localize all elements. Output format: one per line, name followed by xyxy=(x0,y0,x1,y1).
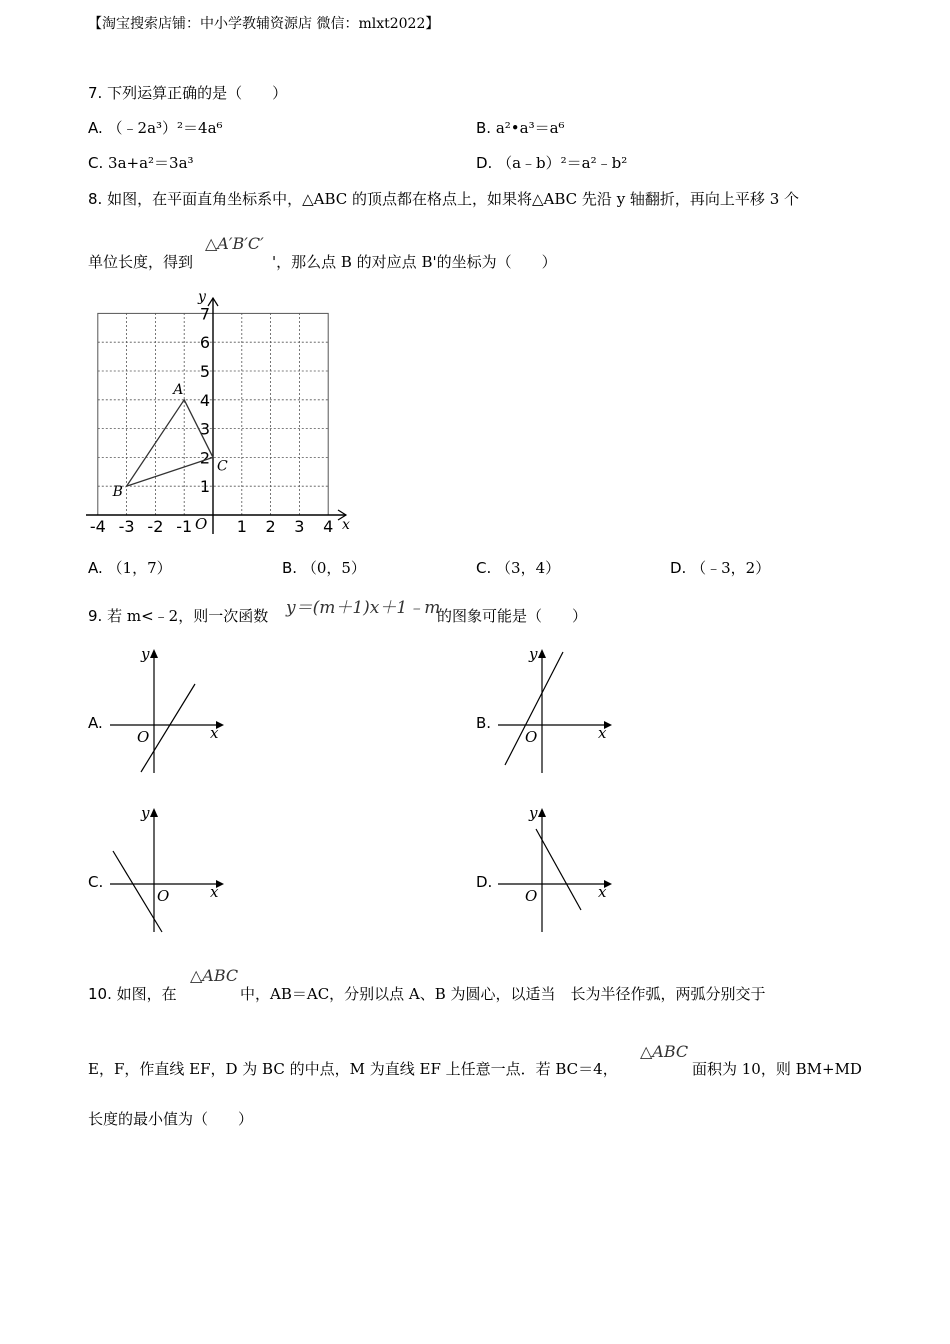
y-tick-label: 4 xyxy=(199,390,210,410)
function-line xyxy=(536,829,581,910)
y-tick-label: 6 xyxy=(199,333,210,353)
option-label: A. xyxy=(88,559,103,577)
triangle-abc-formula-2: △ABC xyxy=(640,1042,689,1061)
question-7 xyxy=(88,82,287,103)
q9-graph-d xyxy=(492,799,622,939)
origin-label: O xyxy=(195,515,208,533)
y-tick-label: 2 xyxy=(199,448,210,468)
question-stem-line1: 如图，在平面直角坐标系中，△ABC 的顶点都在格点上，如果将△ABC 先沿 y 轴翻折，再向上平移 3 个 xyxy=(107,190,800,208)
q8-line2 xyxy=(88,251,193,272)
q7-option-b xyxy=(476,117,565,138)
question-number: 7. xyxy=(88,84,103,102)
option-text: a²•a³＝a⁶ xyxy=(495,119,565,137)
x-tick-label: 2 xyxy=(265,517,276,536)
triangle-outline xyxy=(127,400,213,486)
q7-option-c xyxy=(88,152,194,173)
question-8 xyxy=(88,188,799,209)
q8-coordinate-figure xyxy=(84,284,359,540)
x-tick-label: 4 xyxy=(323,517,334,536)
option-text: （3，4） xyxy=(496,559,561,577)
x-tick-label: -2 xyxy=(147,517,164,536)
y-arrow xyxy=(150,649,158,658)
x-tick-label: -4 xyxy=(89,517,106,536)
vertex-label-a: A xyxy=(173,381,184,398)
y-axis-label: y xyxy=(529,804,538,822)
question-stem-line2b: '，那么点 B 的对应点 B'的坐标为（ ） xyxy=(272,253,557,271)
stem-line2a: E，F，作直线 EF，D 为 BC 的中点，M 为直线 EF 上任意一点．若 BC＝4， xyxy=(88,1060,618,1078)
question-number: 10. xyxy=(88,985,112,1003)
question-number: 9. xyxy=(88,607,103,625)
function-line xyxy=(505,652,563,765)
linear-function-formula: y＝(m＋1)x＋1﹣m xyxy=(286,598,441,618)
q9-graph-a xyxy=(104,640,234,780)
x-tick-label: 1 xyxy=(236,517,247,536)
x-tick-label: -3 xyxy=(118,517,135,536)
axes xyxy=(86,289,350,534)
y-tick-label: 7 xyxy=(199,304,210,324)
q9-graph-c xyxy=(104,799,234,939)
page-header: 【淘宝搜索店铺：中小学教辅资源店 微信：mlxt2022】 xyxy=(88,16,440,32)
stem-part-a: 若 m xyxy=(107,607,142,625)
y-arrow xyxy=(538,808,546,817)
q8-option-a xyxy=(88,557,172,578)
question-number: 8. xyxy=(88,190,103,208)
vertex-label-b: B xyxy=(112,484,123,501)
less-than-sign: < xyxy=(141,607,154,625)
q8-option-b xyxy=(282,557,366,578)
q8-option-d xyxy=(670,557,770,578)
vertex-label-c: C xyxy=(217,458,228,475)
option-label: B. xyxy=(476,119,492,137)
function-line xyxy=(113,851,162,932)
q7-option-d xyxy=(476,152,627,173)
origin-label: O xyxy=(525,887,538,905)
x-axis-label: x xyxy=(342,517,350,533)
option-label: C. xyxy=(476,559,492,577)
y-arrow xyxy=(538,649,546,658)
y-axis-label: y xyxy=(198,289,206,305)
y-axis-label: y xyxy=(141,804,150,822)
option-text: （1，7） xyxy=(107,559,172,577)
option-text: （0，5） xyxy=(301,559,366,577)
option-text: （a﹣b）²＝a²﹣b² xyxy=(497,154,628,172)
y-arrow xyxy=(150,808,158,817)
y-axis-label: y xyxy=(141,645,150,663)
x-tick-label: -1 xyxy=(176,517,193,536)
triangle-prime-formula: △A′B′C′ xyxy=(205,234,264,253)
triangle-abc-formula: △ABC xyxy=(190,966,239,985)
option-text: （﹣2a³）²＝4a⁶ xyxy=(107,119,223,137)
x-tick-label: 3 xyxy=(294,517,305,536)
stem-line1b: 中，AB＝AC，分别以点 A、B 为圆心，以适当 长为半径作弧，两弧分别交于 xyxy=(240,985,766,1003)
option-text: 3a+a²＝3a³ xyxy=(108,154,194,172)
origin-label: O xyxy=(525,728,538,746)
q9-option-d-label: D. xyxy=(476,873,493,891)
q9-option-c-label: C. xyxy=(88,873,104,891)
y-tick-label: 1 xyxy=(199,477,210,497)
option-label: D. xyxy=(670,559,687,577)
q9-option-a-label: A. xyxy=(88,714,103,732)
y-tick-label: 5 xyxy=(199,362,210,381)
stem-part-c: 的图象可能是（ ） xyxy=(437,607,588,625)
origin-label: O xyxy=(137,728,150,746)
x-axis-label: x xyxy=(598,724,607,742)
q9-option-b-label: B. xyxy=(476,714,492,732)
x-axis-label: x xyxy=(210,724,219,742)
option-label: C. xyxy=(88,154,104,172)
option-label: A. xyxy=(88,119,103,137)
stem-line1a: 如图，在 xyxy=(116,985,177,1003)
q8-option-c xyxy=(476,557,560,578)
question-stem-line2a: 单位长度，得到 xyxy=(88,253,194,271)
origin-label: O xyxy=(157,887,170,905)
q7-option-a xyxy=(88,117,223,138)
question-9 xyxy=(88,605,268,626)
stem-line3: 长度的最小值为（ ） xyxy=(88,1110,254,1128)
y-tick-label: 3 xyxy=(199,419,210,439)
x-axis-label: x xyxy=(210,883,219,901)
y-axis-label: y xyxy=(529,645,538,663)
option-label: D. xyxy=(476,154,493,172)
option-label: B. xyxy=(282,559,298,577)
question-10 xyxy=(88,983,177,1004)
stem-part-b: ﹣2，则一次函数 xyxy=(153,607,269,625)
q9-graph-b xyxy=(492,640,622,780)
stem-line2b: 面积为 10，则 BM+MD xyxy=(692,1060,862,1078)
x-axis-label: x xyxy=(598,883,607,901)
question-stem: 下列运算正确的是（ ） xyxy=(107,84,288,102)
option-text: （﹣3，2） xyxy=(691,559,771,577)
